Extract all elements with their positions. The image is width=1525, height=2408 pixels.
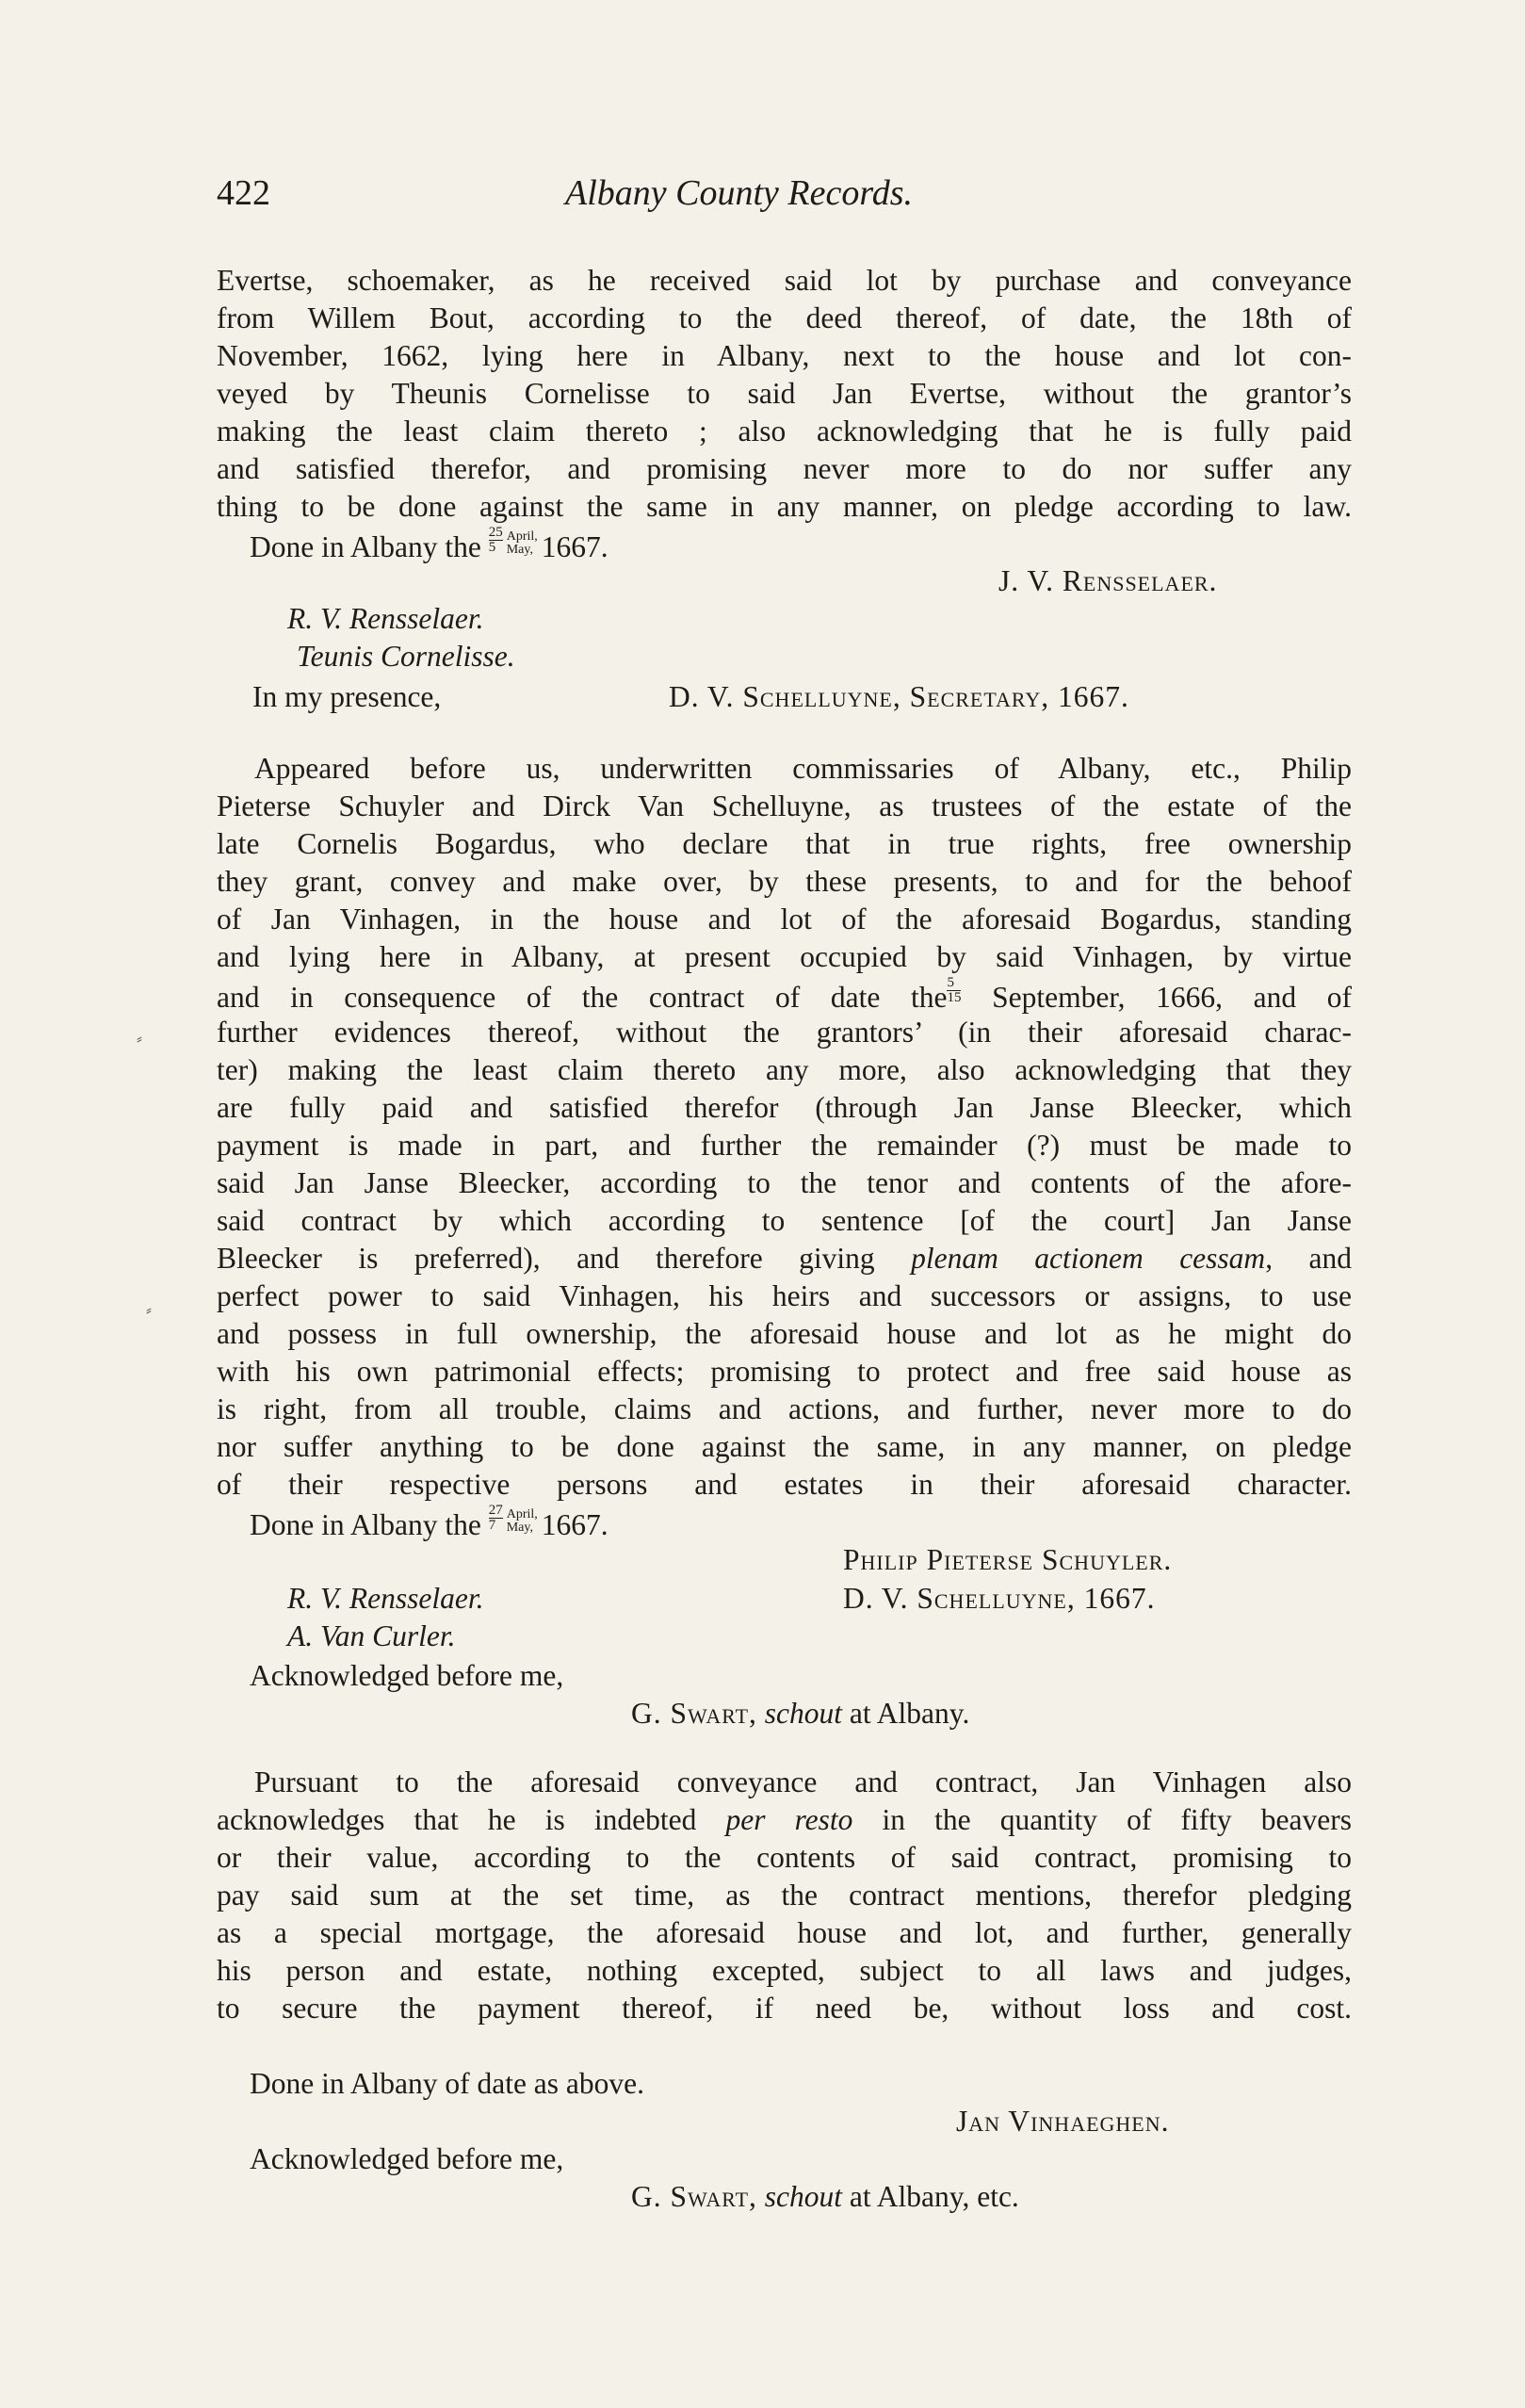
- body-line: payment is made in part, and further the remainder (?) must be made to: [217, 1129, 1352, 1162]
- acknowledged-label: Acknowledged before me,: [250, 1659, 564, 1692]
- body-line: veyed by Theunis Cornelisse to said Jan Evertse, without the grantor’s: [217, 377, 1352, 410]
- body-line: Pursuant to the aforesaid conveyance and contract, Jan Vinhagen also: [254, 1765, 1352, 1798]
- body-line: further evidences thereof, without the grantors’ (in their aforesaid charac-: [217, 1016, 1352, 1049]
- done-date-line: Done in Albany the $\frac{25}{5}$ April, May, 1667.: [250, 525, 608, 563]
- body-line: with his own patrimonial effects; promising to protect and free said house as: [217, 1355, 1352, 1388]
- done-date-line: Done in Albany the $\frac{27}{7}$ April, May, 1667.: [250, 1503, 608, 1541]
- month-stack: April, May,: [506, 529, 538, 557]
- body-line: acknowledges that he is indebted per resto in the quantity of fifty beavers: [217, 1803, 1352, 1836]
- witness-signature: A. Van Curler.: [287, 1619, 456, 1652]
- margin-mark: ⸗: [146, 1300, 152, 1319]
- body-line: or their value, according to the contents of said contract, promising to: [217, 1841, 1352, 1874]
- body-line: is right, from all trouble, claims and actions, and further, never more to do: [217, 1392, 1352, 1425]
- body-line: nor suffer anything to be done against the same, in any manner, on pledge: [217, 1430, 1352, 1463]
- body-line: his person and estate, nothing excepted, subject to all laws and judges,: [217, 1954, 1352, 1987]
- done-date-line: Done in Albany of date as above.: [250, 2067, 645, 2100]
- body-line: thing to be done against the same in any manner, on pledge according to law.: [217, 490, 1352, 523]
- body-line: said contract by which according to sentence [of the court] Jan Janse: [217, 1204, 1352, 1237]
- presence-label: In my presence,: [252, 680, 442, 713]
- secretary-signature: D. V. Schelluyne, Secretary, 1667.: [669, 680, 1129, 713]
- body-line: Appeared before us, underwritten commissaries of Albany, etc., Philip: [254, 752, 1352, 785]
- body-line: perfect power to said Vinhagen, his heirs and successors or assigns, to use: [217, 1279, 1352, 1312]
- body-line: of their respective persons and estates in their aforesaid character.: [217, 1468, 1352, 1501]
- schout-signature: G. Swart, schout at Albany, etc.: [631, 2180, 1019, 2213]
- signature-schuyler: Philip Pieterse Schuyler.: [843, 1543, 1173, 1576]
- body-line: pay said sum at the set time, as the contract mentions, therefor pledging: [217, 1879, 1352, 1912]
- body-line: of Jan Vinhagen, in the house and lot of the aforesaid Bogardus, standing: [217, 903, 1352, 936]
- body-line: and possess in full ownership, the aforesaid house and lot as he might do: [217, 1317, 1352, 1350]
- signature-schelluyne: D. V. Schelluyne, 1667.: [843, 1582, 1156, 1615]
- body-line: and in consequence of the contract of date the $\frac{5}{15}$ September, 1666, and of: [217, 975, 1352, 1014]
- body-line: are fully paid and satisfied therefor (through Jan Janse Bleecker, which: [217, 1091, 1352, 1124]
- page-number: 422: [217, 173, 270, 213]
- body-line: Bleecker is preferred), and therefore giving plenam actionem cessam, and: [217, 1242, 1352, 1275]
- body-line: Pieterse Schuyler and Dirck Van Schelluyne, as trustees of the estate of the: [217, 789, 1352, 822]
- running-title: Albany County Records.: [565, 173, 914, 213]
- body-line: they grant, convey and make over, by these presents, to and for the behoof: [217, 865, 1352, 898]
- body-line: Evertse, schoemaker, as he received said lot by purchase and conveyance: [217, 264, 1352, 297]
- body-line: ter) making the least claim thereto any more, also acknowledging that they: [217, 1053, 1352, 1086]
- margin-mark: ⸗: [137, 1029, 142, 1048]
- witness-signature: R. V. Rensselaer.: [287, 602, 484, 635]
- body-line: said Jan Janse Bleecker, according to the tenor and contents of the afore-: [217, 1166, 1352, 1199]
- body-line: November, 1662, lying here in Albany, next to the house and lot con-: [217, 339, 1352, 372]
- acknowledged-label: Acknowledged before me,: [250, 2142, 564, 2175]
- signature-rensselaer: J. V. Rensselaer.: [998, 564, 1218, 597]
- day-fraction: $\frac{25}{5}$: [488, 525, 503, 555]
- schout-signature: G. Swart, schout at Albany.: [631, 1697, 970, 1730]
- signature-vinhaeghen: Jan Vinhaeghen.: [956, 2105, 1170, 2138]
- body-line: as a special mortgage, the aforesaid house and lot, and further, generally: [217, 1916, 1352, 1949]
- month-stack: April, May,: [506, 1507, 538, 1535]
- day-fraction: $\frac{27}{7}$: [488, 1503, 503, 1533]
- day-fraction: $\frac{5}{15}$: [947, 975, 962, 1005]
- body-line: and lying here in Albany, at present occupied by said Vinhagen, by virtue: [217, 940, 1352, 973]
- body-line: and satisfied therefor, and promising never more to do nor suffer any: [217, 452, 1352, 485]
- body-line: late Cornelis Bogardus, who declare that in true rights, free ownership: [217, 827, 1352, 860]
- body-line: making the least claim thereto ; also acknowledging that he is fully paid: [217, 415, 1352, 447]
- witness-signature: Teunis Cornelisse.: [297, 640, 515, 673]
- body-line: from Willem Bout, according to the deed thereof, of date, the 18th of: [217, 301, 1352, 334]
- witness-signature: R. V. Rensselaer.: [287, 1582, 484, 1615]
- body-line: to secure the payment thereof, if need be, without loss and cost.: [217, 1992, 1352, 2025]
